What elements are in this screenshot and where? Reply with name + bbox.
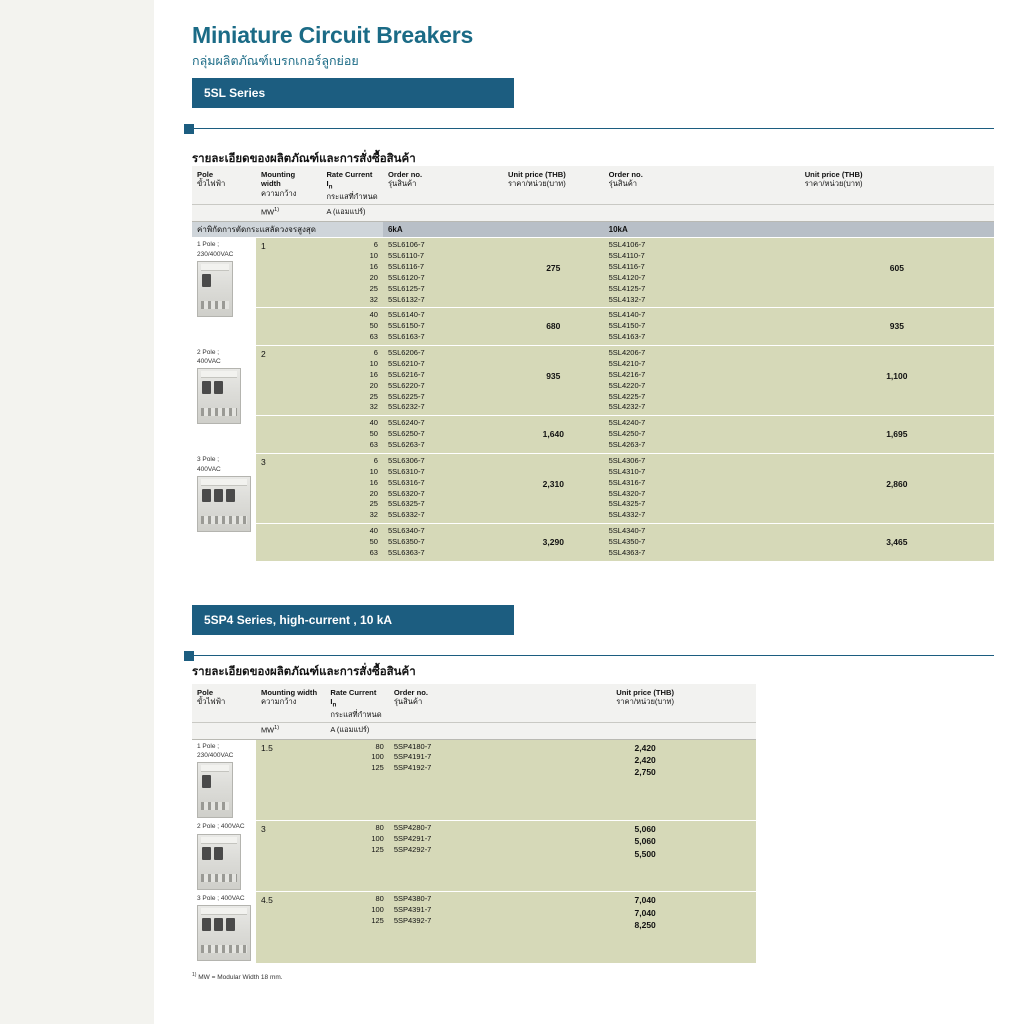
col-rate-en: Rate Current $I_n$ <box>326 170 373 191</box>
pole-label-3p: 3 Pole ; 400VAC <box>197 456 221 473</box>
breaker-icon-3pole-sp <box>197 905 251 961</box>
page-content <box>154 0 1024 1024</box>
col-order-th: รุ่นสินค้า <box>387 179 417 189</box>
col-order-th-2: รุ่นสินค้า <box>608 179 638 189</box>
page-subtitle: กลุ่มผลิตภัณฑ์เบรกเกอร์ลูกย่อย <box>192 54 359 68</box>
prices-3p-sp: 7,040 7,040 8,250 <box>534 892 756 963</box>
price-6ka-1p-a: 275 <box>503 238 604 308</box>
footnote <box>192 972 283 981</box>
orders-6ka-2p-a: 5SL6206-7 5SL6210-7 5SL6216-7 5SL6220-7 5SL6225-7 5SL6232-7 <box>383 346 503 416</box>
price-10ka-1p-a: 605 <box>800 238 994 308</box>
orders-6ka-3p-a: 5SL6306-7 5SL6310-7 5SL6316-7 5SL6320-7 5SL6325-7 5SL6332-7 <box>383 453 503 523</box>
table-row <box>192 416 994 454</box>
price-10ka-2p-b: 1,695 <box>800 416 994 454</box>
col-mounting-th: ความกว้าง <box>261 188 297 198</box>
currents-2p-sp: 80 100 125 <box>325 820 388 891</box>
subhdr-blank-3 <box>503 205 604 221</box>
col-order-10ka <box>604 166 800 205</box>
table-row <box>192 238 994 308</box>
col-order-th-3: รุ่นสินค้า <box>393 697 423 707</box>
table-row <box>192 524 994 561</box>
breaker-icon-2pole-sp <box>197 834 241 890</box>
col-price-th-3: ราคา/หน่วย(บาท) <box>616 697 675 707</box>
col-pole-en: Pole <box>197 170 214 179</box>
col-order-en: Order no. <box>387 170 423 179</box>
price-6ka-3p-b: 3,290 <box>503 524 604 561</box>
orders-10ka-1p-a: 5SL4106-7 5SL4110-7 5SL4116-7 5SL4120-7 5SL4125-7 5SL4132-7 <box>604 238 800 308</box>
table-5sl-series <box>192 166 994 561</box>
subhdr2-blank-2 <box>389 723 534 739</box>
page-title: Miniature Circuit Breakers <box>192 22 474 48</box>
col-rate-th: กระแสที่กำหนด <box>326 191 378 201</box>
footnote-text: MW = Modular Width 18 mm. <box>196 974 283 982</box>
col-order-2 <box>389 684 534 723</box>
breaker-icon-2pole <box>197 368 241 424</box>
col-price-en-2: Unit price (THB) <box>804 170 863 179</box>
col-rate-th-2: กระแสที่กำหนด <box>330 709 382 719</box>
pole-cell-2p-sp <box>192 820 256 891</box>
band-label: ค่าพิกัดการตัดกระแสลัดวงจรสูงสุด <box>192 221 383 238</box>
price-10ka-3p-a: 2,860 <box>800 453 994 523</box>
footnote-marker: 1) <box>192 972 197 978</box>
col-pole-th-2: ขั้วไฟฟ้า <box>197 697 226 707</box>
col-price-2 <box>534 684 756 723</box>
currents-3p-sp: 80 100 125 <box>325 892 388 963</box>
section-heading-2: รายละเอียดของผลิตภัณฑ์และการสั่งซื้อสินค้า <box>192 666 416 678</box>
mw-1p-b <box>256 308 321 346</box>
price-6ka-3p-a: 2,310 <box>503 453 604 523</box>
col-order-6ka <box>383 166 503 205</box>
col-price-6ka <box>503 166 604 205</box>
table-row <box>192 308 994 346</box>
prices-1p-sp: 2,420 2,420 2,750 <box>534 739 756 820</box>
page-left-margin <box>8 0 154 1024</box>
section-heading-1: รายละเอียดของผลิตภัณฑ์และการสั่งซื้อสินค้า <box>192 153 416 165</box>
breaker-icon-3pole <box>197 476 251 532</box>
pole-cell-3p <box>192 453 256 560</box>
currents-2p-a: 6 10 16 20 25 32 <box>321 346 383 416</box>
col-price-en: Unit price (THB) <box>507 170 566 179</box>
price-10ka-3p-b: 3,465 <box>800 524 994 561</box>
mw-2p: 2 <box>256 346 321 416</box>
col-price-th-2: ราคา/หน่วย(บาท) <box>804 179 863 189</box>
pole-label-2p: 2 Pole ; 400VAC <box>197 348 221 365</box>
col-rate-en-2: Rate Current $I_n$ <box>330 688 377 709</box>
col-mounting-th-2: ความกว้าง <box>261 697 297 707</box>
subhdr-blank-2 <box>383 205 503 221</box>
pole-label-2p-sp: 2 Pole ; 400VAC <box>197 823 245 831</box>
col-rate-current <box>321 166 383 205</box>
table-header-row <box>192 684 756 723</box>
currents-1p-sp: 80 100 125 <box>325 739 388 820</box>
table-subheader-row-2 <box>192 723 756 739</box>
currents-2p-b: 40 50 63 <box>321 416 383 454</box>
section-marker-1 <box>184 124 194 134</box>
col-mounting-en: Mounting width <box>261 170 296 189</box>
table-5sp4-series <box>192 684 756 963</box>
subhdr2-blank-1 <box>192 723 256 739</box>
col-order-en-2: Order no. <box>608 170 643 179</box>
price-6ka-1p-b: 680 <box>503 308 604 346</box>
col-mounting-en-2: Mounting width <box>261 688 318 697</box>
price-10ka-2p-a: 1,100 <box>800 346 994 416</box>
breaker-icon-1pole <box>197 261 233 317</box>
orders-6ka-1p-a: 5SL6106-7 5SL6110-7 5SL6116-7 5SL6120-7 5SL6125-7 5SL6132-7 <box>383 238 503 308</box>
subhdr2-blank-3 <box>534 723 756 739</box>
orders-10ka-1p-b: 5SL4140-7 5SL4150-7 5SL4163-7 <box>604 308 800 346</box>
price-10ka-1p-b: 935 <box>800 308 994 346</box>
mw-3p-sp: 4.5 <box>256 892 325 963</box>
price-6ka-2p-a: 935 <box>503 346 604 416</box>
orders-6ka-2p-b: 5SL6240-7 5SL6250-7 5SL6263-7 <box>383 416 503 454</box>
pole-cell-1p-sp <box>192 739 256 820</box>
table-subheader-row <box>192 205 994 221</box>
orders-2p-sp: 5SP4280-7 5SP4291-7 5SP4292-7 <box>389 820 534 891</box>
orders-10ka-2p-a: 5SL4206-7 5SL4210-7 5SL4216-7 5SL4220-7 5SL4225-7 5SL4232-7 <box>604 346 800 416</box>
table-row <box>192 453 994 523</box>
table-row <box>192 820 756 891</box>
table-row <box>192 739 756 820</box>
table-header-row <box>192 166 994 205</box>
section-marker-2 <box>184 651 194 661</box>
table-row <box>192 892 756 963</box>
col-pole <box>192 166 256 205</box>
currents-3p-b: 40 50 63 <box>321 524 383 561</box>
currents-3p-a: 6 10 16 20 25 32 <box>321 453 383 523</box>
mw-3p-b <box>256 524 321 561</box>
pole-label-3p-sp: 3 Pole ; 400VAC <box>197 894 245 902</box>
col-pole-th: ขั้วไฟฟ้า <box>197 179 226 189</box>
col-rate-current-2 <box>325 684 388 723</box>
band-6ka: 6kA <box>383 221 604 238</box>
pole-cell-3p-sp <box>192 892 256 963</box>
orders-6ka-3p-b: 5SL6340-7 5SL6350-7 5SL6363-7 <box>383 524 503 561</box>
col-price-10ka <box>800 166 994 205</box>
price-6ka-2p-b: 1,640 <box>503 416 604 454</box>
breaking-capacity-band <box>192 221 994 238</box>
orders-1p-sp: 5SP4180-7 5SP4191-7 5SP4192-7 <box>389 739 534 820</box>
col-order-en-3: Order no. <box>393 688 429 697</box>
subhdr-blank-4 <box>604 205 800 221</box>
orders-6ka-1p-b: 5SL6140-7 5SL6150-7 5SL6163-7 <box>383 308 503 346</box>
orders-10ka-3p-b: 5SL4340-7 5SL4350-7 5SL4363-7 <box>604 524 800 561</box>
col-price-th: ราคา/หน่วย(บาท) <box>507 179 566 189</box>
section-rule-1 <box>192 128 994 129</box>
pole-label-1p: 1 Pole ; 230/400VAC <box>197 241 234 258</box>
section-banner-5sl: 5SL Series <box>192 78 514 108</box>
table-row <box>192 346 994 416</box>
subhdr-blank-1 <box>192 205 256 221</box>
currents-1p-b: 40 50 63 <box>321 308 383 346</box>
mw-3p: 3 <box>256 453 321 523</box>
subhdr2-mw: MW$^{1)}$ <box>256 723 325 739</box>
col-pole-en-2: Pole <box>197 688 214 697</box>
band-10ka: 10kA <box>604 221 994 238</box>
col-mounting <box>256 166 321 205</box>
section-rule-2 <box>192 655 994 656</box>
prices-2p-sp: 5,060 5,060 5,500 <box>534 820 756 891</box>
pole-cell-1p <box>192 238 256 346</box>
mw-2p-b <box>256 416 321 454</box>
breaker-icon-1pole-sp <box>197 762 233 818</box>
subhdr-blank-5 <box>800 205 994 221</box>
currents-1p-a: 6 10 16 20 25 32 <box>321 238 383 308</box>
pole-label-1p-sp: 1 Pole ; 230/400VAC <box>197 742 234 760</box>
mw-1p-sp: 1.5 <box>256 739 325 820</box>
subhdr2-amp: A (แอมแปร์) <box>325 723 388 739</box>
pole-cell-2p <box>192 346 256 454</box>
section-banner-5sp4: 5SP4 Series, high-current , 10 kA <box>192 605 514 635</box>
mw-1p: 1 <box>256 238 321 308</box>
mw-2p-sp: 3 <box>256 820 325 891</box>
subhdr-mw: MW$^{1)}$ <box>256 205 321 221</box>
subhdr-amp: A (แอมแปร์) <box>321 205 383 221</box>
col-pole-2 <box>192 684 256 723</box>
orders-10ka-2p-b: 5SL4240-7 5SL4250-7 5SL4263-7 <box>604 416 800 454</box>
col-price-en-3: Unit price (THB) <box>616 688 675 697</box>
orders-10ka-3p-a: 5SL4306-7 5SL4310-7 5SL4316-7 5SL4320-7 5SL4325-7 5SL4332-7 <box>604 453 800 523</box>
col-mounting-2 <box>256 684 325 723</box>
orders-3p-sp: 5SP4380-7 5SP4391-7 5SP4392-7 <box>389 892 534 963</box>
